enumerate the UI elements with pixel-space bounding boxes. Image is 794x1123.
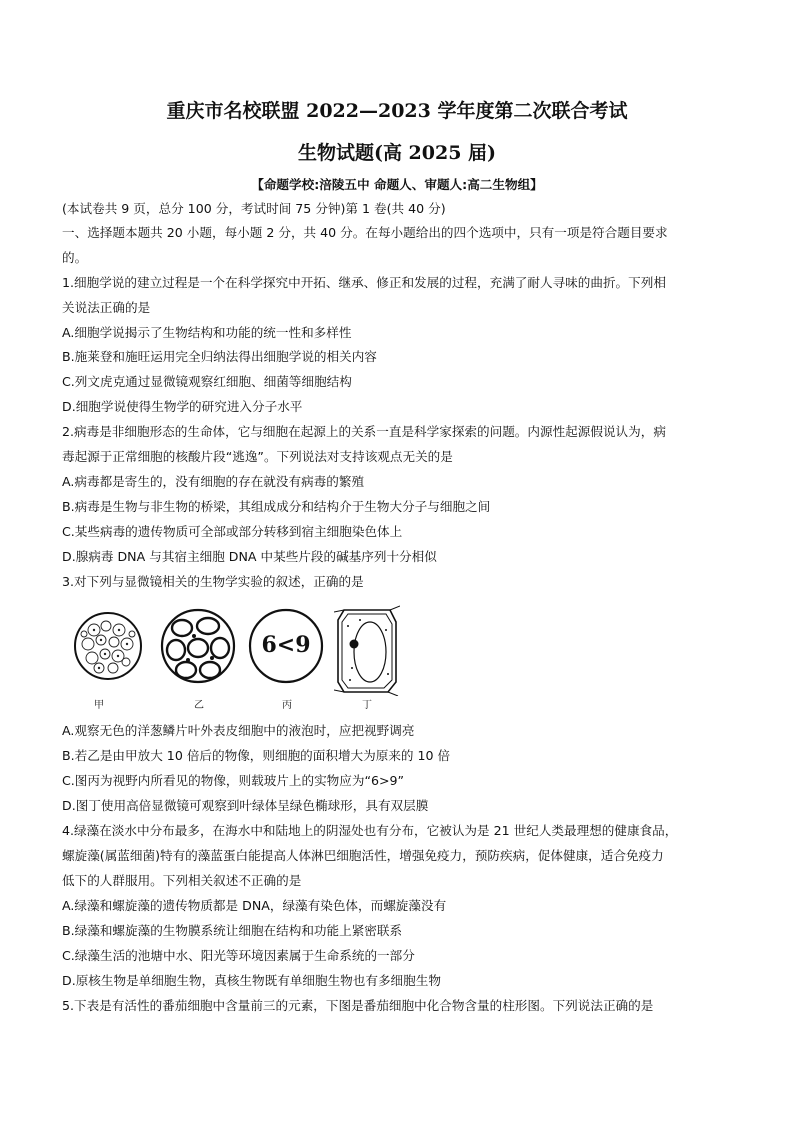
- q2-option-a: A.病毒都是寄生的，没有细胞的存在就没有病毒的繁殖: [62, 474, 365, 489]
- section-instructions-line2: 的。: [62, 250, 88, 265]
- figure-label-ding: 丁: [362, 700, 372, 711]
- q3-stem: 3.对下列与显微镜相关的生物学实验的叙述，正确的是: [62, 574, 364, 589]
- q2-option-b: B.病毒是生物与非生物的桥梁，其组成成分和结构介于生物大分子与细胞之间: [62, 499, 491, 514]
- exam-title: 重庆市名校联盟 2022—2023 学年度第二次联合考试: [166, 100, 628, 122]
- figure-label-yi: 乙: [194, 700, 204, 711]
- exam-subtitle: 生物试题(高 2025 届): [297, 142, 497, 164]
- figure-jia-tissue: [72, 604, 144, 692]
- school-note: 【命题学校:涪陵五中 命题人、审题人:高二生物组】: [251, 177, 543, 192]
- q3-option-b: B.若乙是由甲放大 10 倍后的物像，则细胞的面积增大为原来的 10 倍: [62, 748, 451, 763]
- figure-label-bing: 丙: [282, 700, 292, 711]
- q1-stem-line1: 1.细胞学说的建立过程是一个在科学探究中开拓、继承、修正和发展的过程，充满了耐人寻味的曲折。下列相: [62, 275, 666, 290]
- q4-stem-line1: 4.绿藻在淡水中分布最多，在海水中和陆地上的阴湿处也有分布，它被认为是 21 世纪人类最理想的健康食品，: [62, 823, 678, 838]
- figure-bing-text: 6<9: [261, 632, 311, 658]
- q1-option-d: D.细胞学说使得生物学的研究进入分子水平: [62, 399, 303, 414]
- q2-stem-line1: 2.病毒是非细胞形态的生命体，它与细胞在起源上的关系一直是科学家探索的问题。内源性起源假说认为，病: [62, 424, 666, 439]
- q4-stem-line2: 螺旋藻(属蓝细菌)特有的藻蓝蛋白能提高人体淋巴细胞活性，增强免疫力，预防疾病，促体健康，适合免疫力: [62, 848, 664, 863]
- figure-ding-plant-cell: [334, 604, 400, 696]
- q1-stem-line2: 关说法正确的是: [62, 300, 151, 315]
- q3-option-d: D.图丁使用高倍显微镜可观察到叶绿体呈绿色椭球形，具有双层膜: [62, 798, 429, 813]
- q1-option-b: B.施莱登和施旺运用完全归纳法得出细胞学说的相关内容: [62, 349, 377, 364]
- q4-option-a: A.绿藻和螺旋藻的遗传物质都是 DNA，绿藻有染色体，而螺旋藻没有: [62, 898, 447, 913]
- q1-option-c: C.列文虎克通过显微镜观察红细胞、细菌等细胞结构: [62, 374, 352, 389]
- q2-option-d: D.腺病毒 DNA 与其宿主细胞 DNA 中某些片段的碱基序列十分相似: [62, 549, 437, 564]
- q5-stem: 5.下表是有活性的番茄细胞中含量前三的元素，下图是番茄细胞中化合物含量的柱形图。下列说法正确的是: [62, 998, 654, 1013]
- figure-label-jia: 甲: [94, 700, 104, 711]
- q3-figures: [72, 604, 402, 711]
- q2-option-c: C.某些病毒的遗传物质可全部或部分转移到宿主细胞染色体上: [62, 524, 403, 539]
- figure-yi-magnified-tissue: [158, 604, 238, 692]
- q4-option-d: D.原核生物是单细胞生物，真核生物既有单细胞生物也有多细胞生物: [62, 973, 441, 988]
- q2-stem-line2: 毒起源于正常细胞的核酸片段“逃逸”。下列说法对支持该观点无关的是: [62, 449, 453, 464]
- q4-option-c: C.绿藻生活的池塘中水、阳光等环境因素属于生命系统的一部分: [62, 948, 415, 963]
- q3-option-c: C.图丙为视野内所看见的物像，则载玻片上的实物应为“6>9”: [62, 773, 405, 788]
- q4-stem-line3: 低下的人群服用。下列相关叙述不正确的是: [62, 873, 302, 888]
- q3-option-a: A.观察无色的洋葱鳞片叶外表皮细胞中的液泡时，应把视野调亮: [62, 723, 415, 738]
- q4-option-b: B.绿藻和螺旋藻的生物膜系统让细胞在结构和功能上紧密联系: [62, 923, 403, 938]
- q1-option-a: A.细胞学说揭示了生物结构和功能的统一性和多样性: [62, 325, 352, 340]
- section-instructions-line1: 一、选择题本题共 20 小题，每小题 2 分，共 40 分。在每小题给出的四个选项中，只有一项是符合题目要求: [62, 225, 668, 240]
- exam-info: (本试卷共 9 页，总分 100 分，考试时间 75 分钟)第 1 卷(共 40 分): [62, 201, 446, 216]
